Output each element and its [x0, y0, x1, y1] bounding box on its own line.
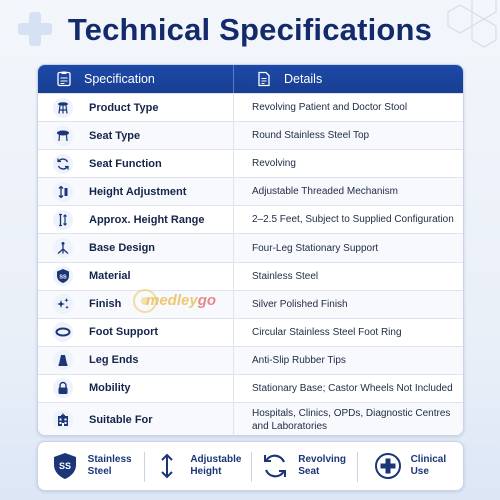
document-icon [256, 71, 272, 87]
ss-badge-icon [53, 266, 73, 286]
ring-icon [53, 322, 73, 342]
table-row [38, 149, 463, 177]
hospital-icon [53, 410, 73, 430]
feature-label: Clinical Use [410, 454, 447, 477]
revolve-icon [261, 452, 289, 480]
table-row [38, 233, 463, 261]
spec-value: Round Stainless Steel Top [252, 130, 370, 142]
specifications-table [37, 64, 464, 436]
spec-label: Seat Function [89, 157, 162, 170]
watermark-main: medley [146, 292, 198, 309]
feature-stainless-steel [38, 442, 144, 490]
table-row [38, 205, 463, 233]
round-seat-icon [53, 126, 73, 146]
table-row [38, 374, 463, 402]
feature-label: Stainless Steel [87, 454, 132, 477]
ss-shield-icon [51, 452, 79, 480]
spec-value: Hospitals, Clinics, OPDs, Diagnostic Centres and Laboratories [252, 408, 451, 433]
rotate-icon [53, 154, 73, 174]
medical-cross-icon [374, 452, 402, 480]
spec-label: Mobility [89, 382, 131, 395]
table-body [38, 93, 463, 436]
header-details [234, 65, 463, 93]
watermark-accent: go [197, 292, 217, 309]
base-icon [53, 238, 73, 258]
brand-watermark [130, 282, 220, 322]
table-row [38, 93, 463, 121]
header-details-label: Details [284, 72, 323, 86]
feature-label: Revolving Seat [298, 454, 347, 477]
feature-clinical-use [357, 442, 463, 490]
table-row [38, 402, 463, 436]
spec-label: Finish [89, 298, 122, 311]
spec-label: Product Type [89, 101, 159, 114]
spec-label: Leg Ends [89, 354, 139, 367]
height-adjust-icon [53, 182, 73, 202]
spec-label: Foot Support [89, 326, 159, 339]
sparkle-icon [53, 294, 73, 314]
leg-tip-icon [53, 350, 73, 370]
spec-label: Seat Type [89, 129, 141, 142]
lock-icon [53, 378, 73, 398]
spec-value: Anti-Slip Rubber Tips [252, 354, 346, 366]
feature-bar [37, 441, 464, 491]
feature-label: Adjustable Height [190, 454, 242, 477]
spec-value: Revolving Patient and Doctor Stool [252, 102, 408, 114]
stool-icon [53, 98, 73, 118]
spec-value: Adjustable Threaded Mechanism [252, 186, 399, 198]
spec-label: Material [89, 270, 131, 283]
table-row [38, 318, 463, 346]
spec-label: Height Adjustment [89, 185, 187, 198]
height-range-icon [53, 210, 73, 230]
checklist-icon [56, 71, 72, 87]
header-specification [38, 65, 234, 93]
spec-label: Base Design [89, 242, 156, 255]
svg-text:SS: SS [58, 461, 71, 471]
table-row [38, 290, 463, 318]
spec-value: Silver Polished Finish [252, 298, 348, 310]
table-header [38, 65, 463, 93]
header-spec-label: Specification [84, 72, 155, 86]
feature-adjustable-height [144, 442, 250, 490]
table-row [38, 262, 463, 290]
spec-value: Stationary Base; Castor Wheels Not Included [252, 382, 453, 394]
feature-revolving-seat [251, 442, 357, 490]
spec-label: Suitable For [89, 414, 153, 427]
spec-label: Approx. Height Range [89, 213, 205, 226]
table-row [38, 346, 463, 374]
svg-text:SS: SS [59, 274, 67, 281]
spec-value: Four-Leg Stationary Support [252, 242, 379, 254]
spec-value: 2–2.5 Feet, Subject to Supplied Configuration [252, 214, 454, 226]
vertical-arrows-icon [153, 452, 181, 480]
spec-value: Revolving [252, 158, 296, 170]
spec-value: Stainless Steel [252, 270, 319, 282]
table-row [38, 177, 463, 205]
spec-value: Circular Stainless Steel Foot Ring [252, 326, 402, 338]
page-title: Technical Specifications [67, 12, 433, 47]
table-row [38, 121, 463, 149]
